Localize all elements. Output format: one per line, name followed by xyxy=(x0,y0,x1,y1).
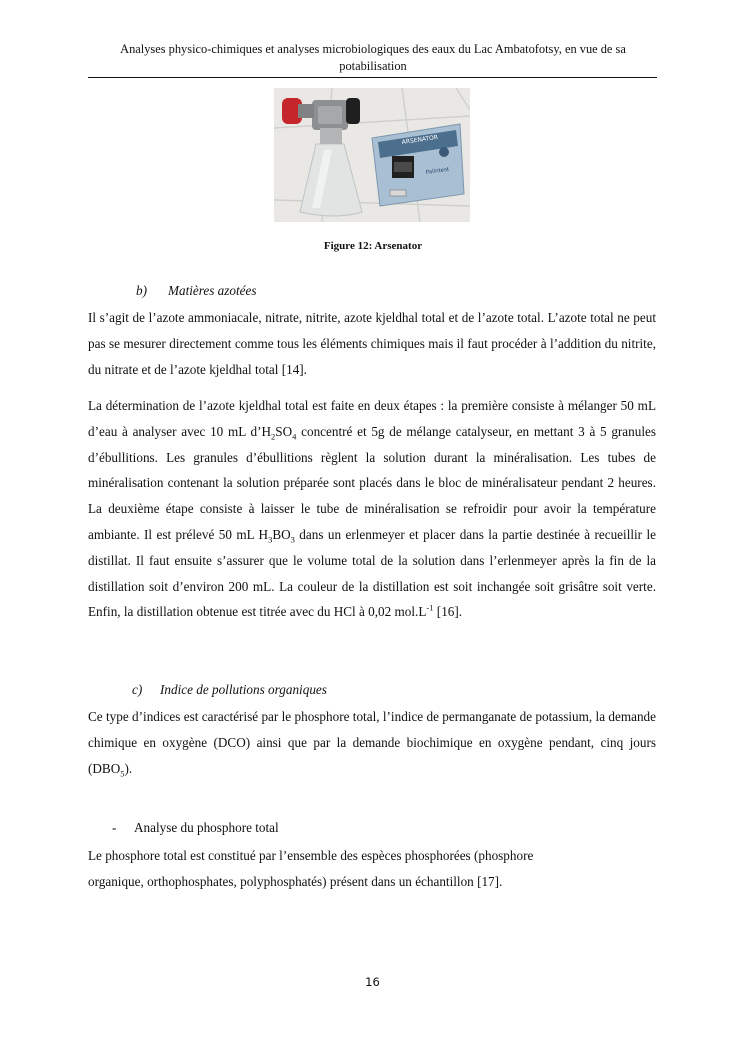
arsenator-photo-illustration xyxy=(274,88,470,222)
section-b-heading xyxy=(136,283,257,299)
page-number: 16 xyxy=(365,975,380,989)
text-run: dans un erlenmeyer et placer dans la partie destinée à recueillir le distillat. Il faut ensuite s’assurer que le volume total de la solution dans l’erlenmeyer après la fin de la distillation soit d’environ 200 mL. La couleur de la distillation est soit inchangée soit grisâtre soit verte. Enfin, la distillation obtenue est titrée avec du HCl à 0,02 mol.L xyxy=(88,526,656,620)
text-run: [16]. xyxy=(433,604,463,620)
header-title-line2: potabilisation xyxy=(339,59,407,73)
header-rule xyxy=(88,77,657,78)
subscript: 4 xyxy=(292,431,297,442)
phosphore-line-1: Le phosphore total est constitué par l’ensemble des espèces phosphorées (phosphore xyxy=(88,848,534,863)
section-b-marker: b) xyxy=(136,283,147,298)
brand-label: Palintest xyxy=(425,166,450,176)
running-header xyxy=(88,41,658,75)
figure-caption: Figure 12: Arsenator xyxy=(323,240,423,252)
phosphore-paragraph xyxy=(88,843,656,895)
subscript: 3 xyxy=(290,534,295,545)
text-run: SO xyxy=(275,423,293,439)
bullet-item xyxy=(112,820,279,836)
phosphore-line-2: organique, orthophosphates, polyphosphatés) présent dans un échantillon [17]. xyxy=(88,873,503,889)
text-run: Ce type d’indices est caractérisé par le phosphore total, l’indice de permanganate de potassium, la demande chimique en oxygène (DCO) ainsi que par la demande biochimique en oxygène pendant, cinq jours (DBO xyxy=(88,709,656,776)
subscript: 2 xyxy=(271,431,276,442)
section-b-title: Matières azotées xyxy=(168,283,257,298)
section-c-title: Indice de pollutions organiques xyxy=(160,682,327,697)
section-b-paragraph-2 xyxy=(88,393,656,625)
bullet-label: Analyse du phosphore total xyxy=(134,820,279,835)
section-c-heading xyxy=(132,682,327,698)
section-b-paragraph-1: Il s’agit de l’azote ammoniacale, nitrate, nitrite, azote kjeldhal total et de l’azote total. L’azote total ne peut pas se mesurer directement comme tous les éléments chimiques mais il faut procéder à l’addition du nitrite, du nitrate et de l’azote kjeldhal total [14]. xyxy=(88,310,656,377)
section-c-paragraph xyxy=(88,704,656,781)
figure-arsenator-photo xyxy=(274,88,470,222)
bullet-dash: - xyxy=(112,820,117,835)
subscript: 3 xyxy=(268,534,273,545)
text-run: ). xyxy=(124,760,133,776)
superscript: -1 xyxy=(426,602,434,613)
text-run: concentré et 5g de mélange catalyseur, en mettant 3 à 5 granules d’ébullitions. Les granules d’ébullitions règlent la solution durant la minéralisation. Les tubes de minéralisation contenant la solution préparée sont placés dans le bloc de minéralisateur pendant 2 heures. La deuxième étape consiste à laisser le tube de minéralisation se refroidir pour avoir la température ambiante. Il est prélevé 50 mL H xyxy=(88,423,656,542)
device-label: ARSENATOR xyxy=(401,133,439,146)
header-title-line1: Analyses physico-chimiques et analyses microbiologiques des eaux du Lac Ambatofotsy, en vue de sa xyxy=(120,42,626,56)
text-run: La détermination de l’azote kjeldhal total est faite en deux étapes : la première consiste à mélanger 50 mL d’eau à analyser avec 10 mL d’H xyxy=(88,398,656,439)
text-run: BO xyxy=(272,526,291,542)
section-c-marker: c) xyxy=(132,682,143,697)
subscript: 5 xyxy=(120,768,125,779)
